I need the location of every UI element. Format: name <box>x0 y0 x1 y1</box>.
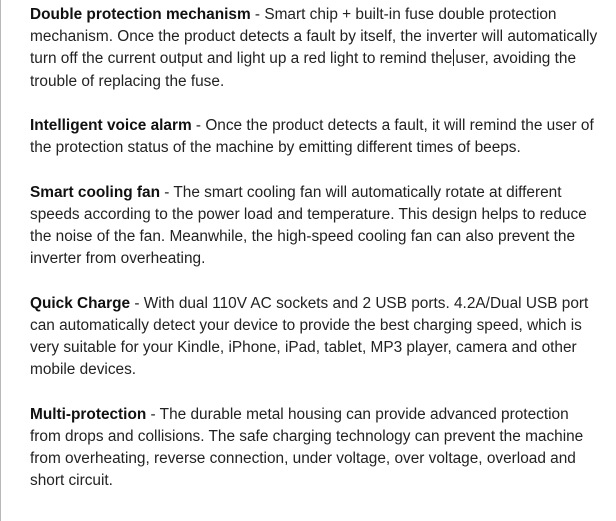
paragraph-text-continued: user, avoiding the trouble of replacing the fuse. <box>30 50 577 90</box>
paragraph-title: Quick Charge <box>30 294 131 312</box>
paragraph-cooling-fan <box>30 182 602 271</box>
paragraph-text: - Once the product detects a fault, it will remind the user of the protection status of the machine by emitting different times of beeps. <box>30 117 594 157</box>
paragraph-quick-charge <box>30 293 602 382</box>
paragraph-text: - Smart chip + built-in fuse double protection mechanism. Once the product detects a fault by itself, the inverter will automatically turn off the current output and light up a red light to remind the <box>30 6 598 68</box>
paragraph-voice-alarm <box>30 115 602 159</box>
paragraph-text: - The smart cooling fan will automatically rotate at different speeds according to the power load and temperature. This design helps to reduce the noise of the fan. Meanwhile, the high-speed cooling fan can also prevent the inverter from overheating. <box>30 183 587 268</box>
paragraph-title: Smart cooling fan <box>30 183 160 201</box>
paragraph-double-protection <box>30 4 602 93</box>
paragraph-title: Multi-protection <box>30 405 147 423</box>
document-body[interactable] <box>30 4 602 515</box>
paragraph-text: - The durable metal housing can provide advanced protection from drops and collisions. The safe charging technology can prevent the machine from overheating, reverse connection, under voltage, over voltage, overload and short circuit. <box>30 405 584 490</box>
paragraph-text: - With dual 110V AC sockets and 2 USB ports. 4.2A/Dual USB port can automatically detect your device to provide the best charging speed, which is very suitable for your Kindle, iPhone, iPad, tablet, MP3 player, camera and other mobile devices. <box>30 294 589 379</box>
paragraph-title: Intelligent voice alarm <box>30 117 192 134</box>
paragraph-multi-protection <box>30 404 602 493</box>
paragraph-title: Double protection mechanism <box>30 6 251 23</box>
